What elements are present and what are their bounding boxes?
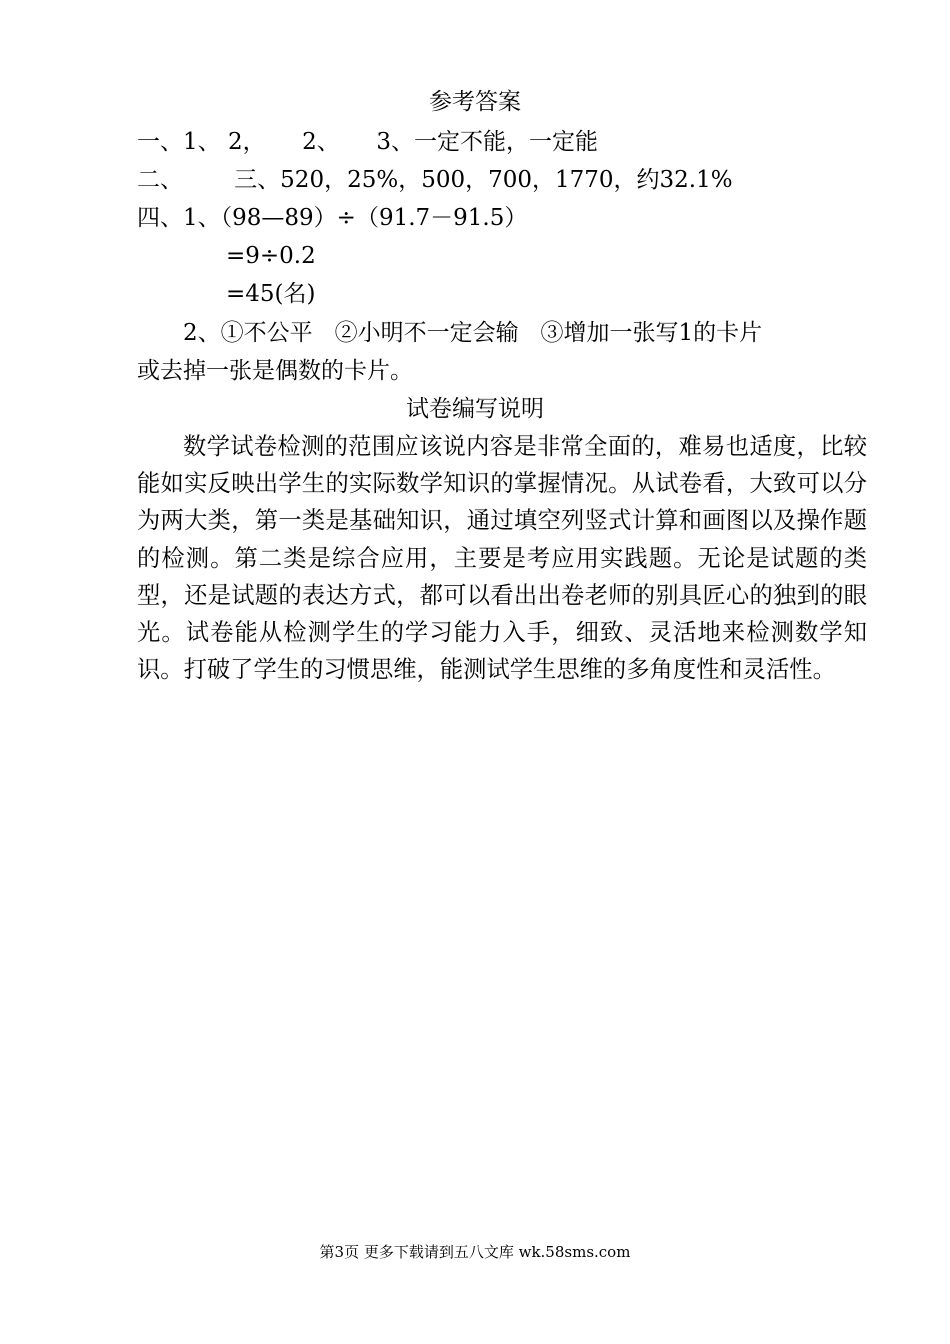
answer-line-7: 或去掉一张是偶数的卡片。 (137, 358, 413, 384)
answer-line-6: 2、①不公平 ②小明不一定会输 ③增加一张写1的卡片 (183, 320, 763, 346)
answer-line-1: 一、1、 2， 2、 3、一定不能，一定能 (137, 129, 598, 155)
notes-paragraph: 数学试卷检测的范围应该说内容是非常全面的，难易也适度，比较能如实反映出学生的实际数学知识的掌握情况。从试卷看，大致可以分为两大类，第一类是基础知识，通过填空列竖式计算和画图以及操作题的检测。第二类是综合应用，主要是考应用实践题。无论是试题的类型，还是试题的表达方式，都可以看出出卷老师的别具匠心的独到的眼光。试卷能从检测学生的学习能力入手，细致、灵活地来检测数学知识。打破了学生的习惯思维，能测试学生思维的多角度性和灵活性。 (137, 433, 867, 684)
answer-title: 参考答案 (429, 89, 521, 115)
page-footer: 第3页 更多下载请到五八文库 wk.58sms.com (319, 1243, 631, 1261)
answer-line-3: 四、1、（98—89）÷（91.7－91.5） (137, 205, 528, 231)
answer-line-4: =9÷0.2 (226, 243, 316, 269)
answer-line-2: 二、 三、520，25%，500，700，1770，约32.1% (137, 167, 733, 193)
answer-line-5: =45(名) (226, 281, 316, 307)
notes-title: 试卷编写说明 (406, 396, 544, 422)
